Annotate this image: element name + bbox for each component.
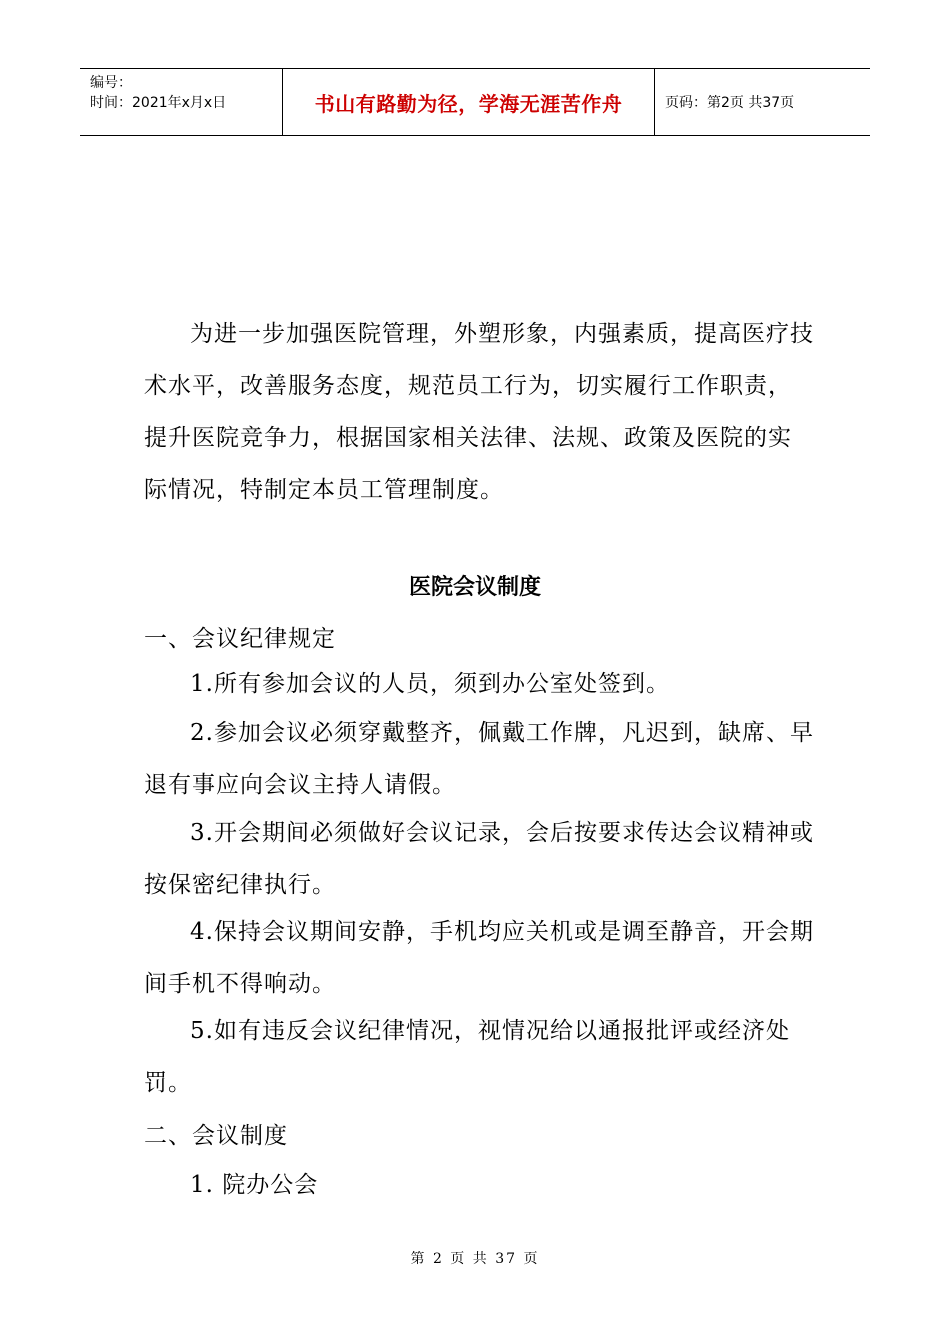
header-page-info: 页码：第2页 共37页 xyxy=(665,95,795,111)
header-time-label: 时间：2021年x月x日 xyxy=(90,95,227,111)
part1-item-3: 3.开会期间必须做好会议记录，会后按要求传达会议精神或按保密纪律执行。 xyxy=(144,820,814,898)
part2-heading: 二、会议制度 xyxy=(144,1123,288,1149)
header-motto: 书山有路勤为径，学海无涯苦作舟 xyxy=(282,69,655,135)
document-header xyxy=(80,68,870,136)
page-footer: 第 2 页 共 37 页 xyxy=(410,1251,540,1267)
part2-item-1: 1. 院办公会 xyxy=(190,1172,319,1198)
part1-item-1: 1.所有参加会议的人员，须到办公室处签到。 xyxy=(190,671,670,697)
intro-paragraph: 为进一步加强医院管理，外塑形象，内强素质，提高医疗技术水平，改善服务态度，规范员工行为，切实履行工作职责，提升医院竞争力，根据国家相关法律、法规、政策及医院的实际情况，特制定本员工管理制度。 xyxy=(144,321,814,503)
header-meta xyxy=(80,69,282,135)
part1-heading: 一、会议纪律规定 xyxy=(144,626,336,652)
part1-item-4: 4.保持会议期间安静，手机均应关机或是调至静音，开会期间手机不得响动。 xyxy=(144,919,814,997)
section-title: 医院会议制度 xyxy=(408,575,541,600)
part1-item-5: 5.如有违反会议纪律情况，视情况给以通报批评或经济处罚。 xyxy=(144,1018,790,1096)
header-number-label: 编号： xyxy=(90,75,132,91)
part1-item-2: 2.参加会议必须穿戴整齐，佩戴工作牌，凡迟到，缺席、早退有事应向会议主持人请假。 xyxy=(144,720,814,798)
